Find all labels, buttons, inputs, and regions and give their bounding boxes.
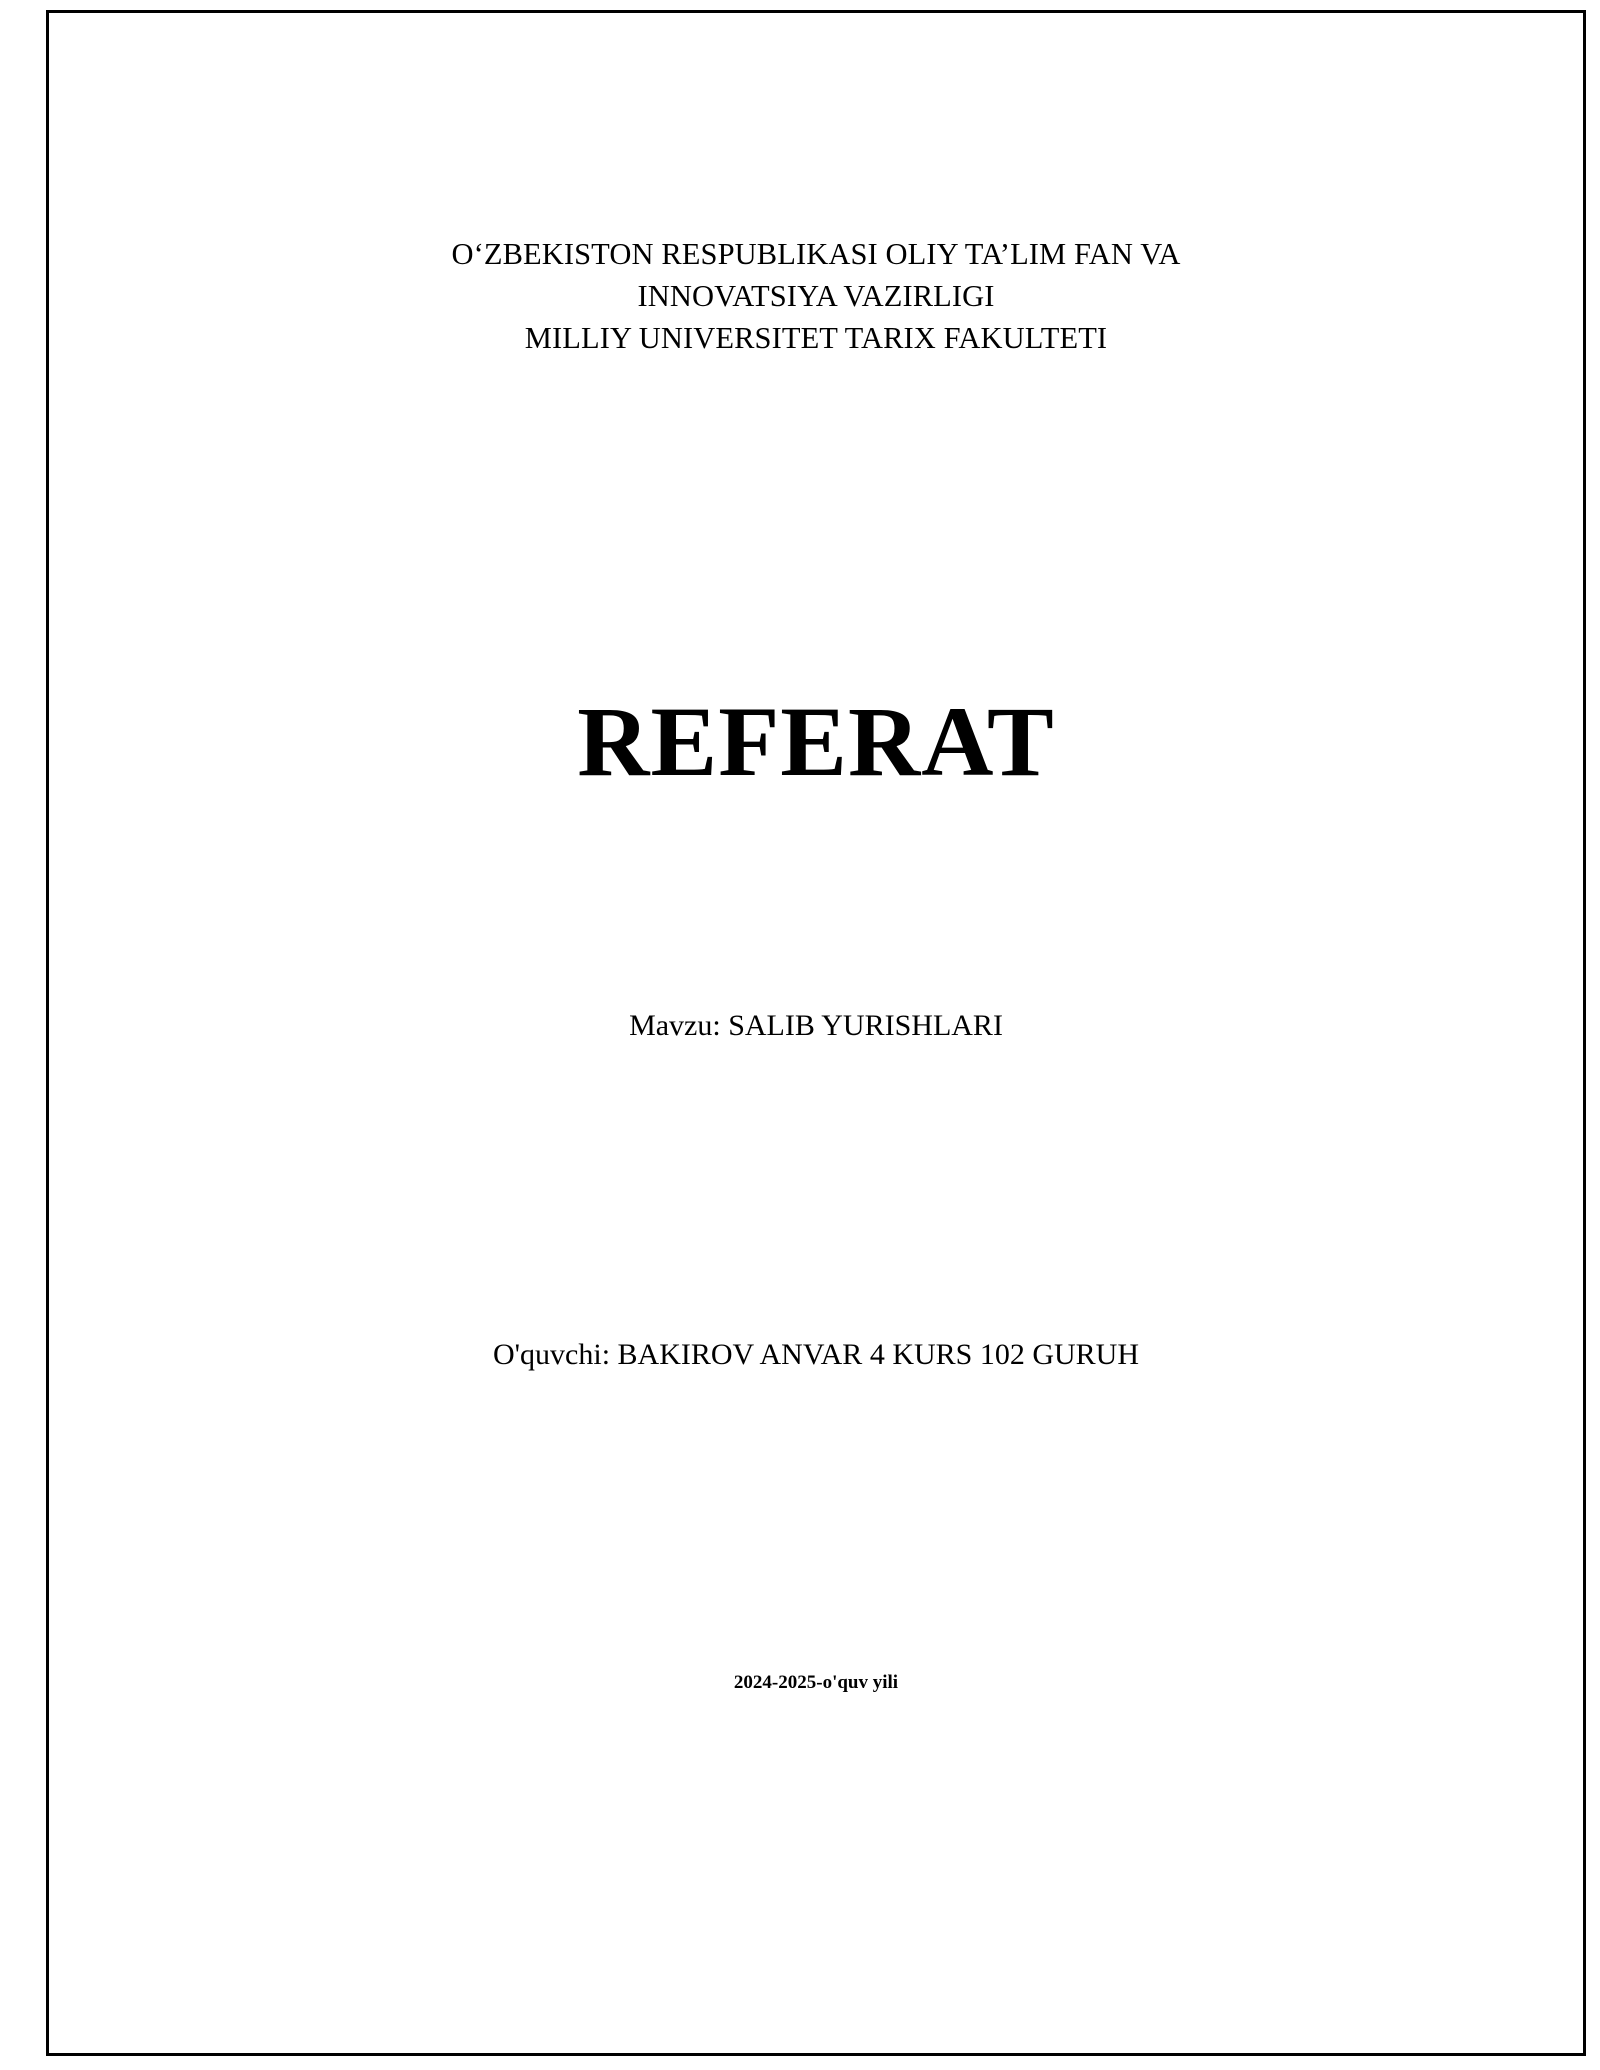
institution-header-line-2: INNOVATSIYA VAZIRLIGI (637, 279, 995, 314)
institution-header-line-3: MILLIY UNIVERSITET TARIX FAKULTETI (524, 321, 1108, 356)
page-title: REFERAT (577, 686, 1055, 798)
page-title-container (119, 686, 1513, 798)
institution-header-line-1: O‘ZBEKISTON RESPUBLIKASI OLIY TA’LIM FAN VA (451, 237, 1181, 271)
title-page (46, 10, 1586, 2056)
academic-year-line: 2024-2025-o'quv yili (733, 1672, 899, 1694)
institution-header (119, 233, 1513, 359)
author-line: O'quvchi: BAKIROV ANVAR 4 KURS 102 GURUH (492, 1338, 1140, 1372)
subject-line: Mavzu: SALIB YURISHLARI (629, 1009, 1003, 1043)
